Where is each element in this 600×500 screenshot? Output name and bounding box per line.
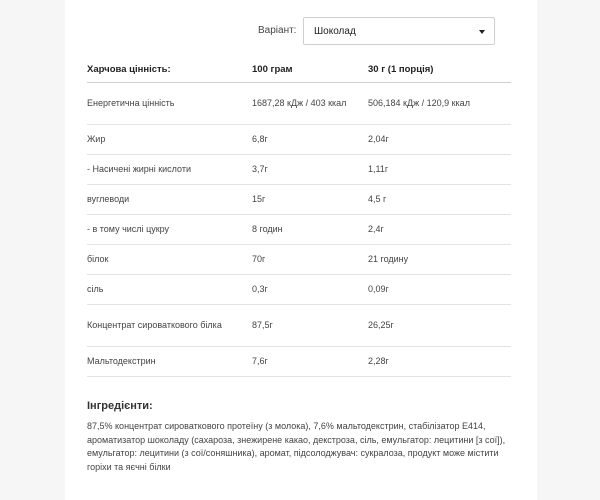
table-row [87,185,511,215]
nutrient-name: Мальтодекстрин [87,356,156,366]
nutrient-name: Жир [87,134,106,144]
ingredients-text: 87,5% концентрат сироваткового протеїну (з молока), 7,6% мальтодекстрин, стабілізатор Е414, ароматизатор шоколаду (сахароза, знежирене какао, декстроза, сіль, емульгатор: лецитини [з сої]), емульгатор: лецитини (з сої/соняшника), аромат, підсолоджувач: сукралоза, продукт може містити горіхи та яєчні білки [87,421,506,472]
nutrient-name: - в тому числі цукру [87,224,170,234]
value-per-100g: 70г [252,254,266,264]
value-per-100g: 1687,28 кДж / 403 ккал [252,98,347,108]
ingredients-title: Інгредієнти: [87,400,153,412]
nutrition-table-header [87,56,511,83]
variant-select[interactable] [303,17,495,45]
variant-selected-value: Шоколад [314,26,356,37]
variant-label: Варіант: [258,25,297,36]
table-row [87,125,511,155]
nutrition-table [87,56,511,377]
value-per-serving: 4,5 г [368,194,387,204]
nutrient-name: - Насичені жирні кислоти [87,164,191,174]
table-row [87,245,511,275]
value-per-serving: 2,4г [368,224,384,234]
value-per-serving: 2,04г [368,134,389,144]
value-per-100g: 6,8г [252,134,268,144]
value-per-100g: 0,3г [252,284,268,294]
value-per-100g: 15г [252,194,266,204]
value-per-serving: 0,09г [368,284,389,294]
product-nutrition-panel [65,0,537,500]
value-per-100g: 3,7г [252,164,268,174]
variant-selector-row [65,16,537,46]
value-per-serving: 506,184 кДж / 120,9 ккал [368,98,470,108]
nutrient-name: Концентрат сироваткового білка [87,320,222,330]
table-row [87,275,511,305]
nutrient-name: вуглеводи [87,194,130,204]
nutrient-name: сіль [87,284,104,294]
chevron-down-icon [479,30,485,34]
table-row [87,83,511,125]
header-per-100g: 100 грам [252,63,293,75]
header-per-serving: 30 г (1 порція) [368,63,434,75]
nutrient-name: Енергетична цінність [87,98,175,108]
value-per-serving: 1,11г [368,164,389,174]
value-per-100g: 87,5г [252,320,273,330]
value-per-serving: 26,25г [368,320,394,330]
table-row [87,305,511,347]
table-row [87,347,511,377]
table-row [87,155,511,185]
value-per-100g: 8 годин [252,224,283,234]
value-per-100g: 7,6г [252,356,268,366]
table-row [87,215,511,245]
value-per-serving: 21 годину [368,254,409,264]
nutrient-name: білок [87,254,109,264]
header-nutrition-value: Харчова цінність: [87,63,171,75]
value-per-serving: 2,28г [368,356,389,366]
